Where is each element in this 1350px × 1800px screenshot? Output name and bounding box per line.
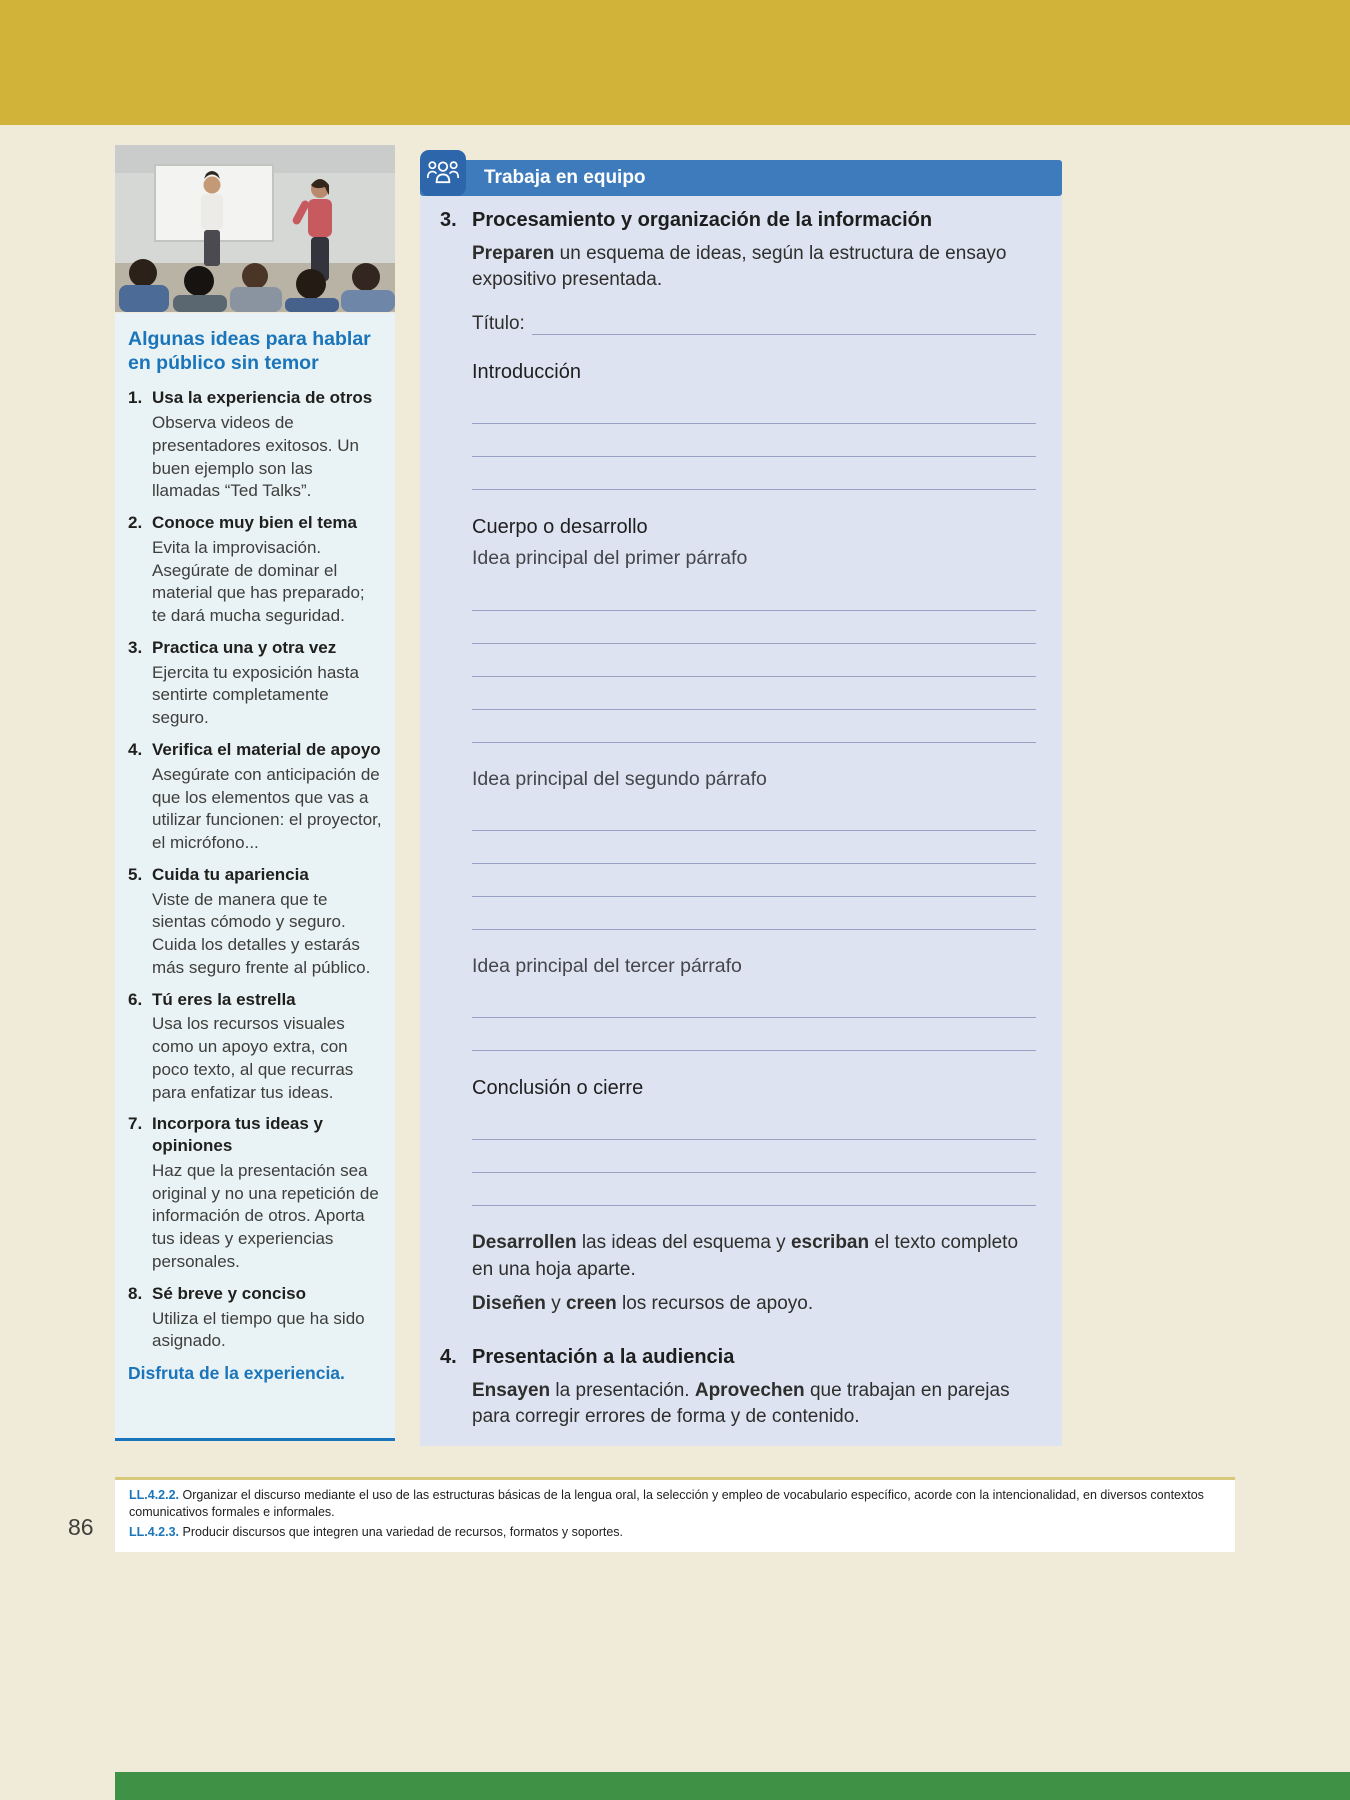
tip-title: Verifica el material de apoyo <box>152 740 381 760</box>
idea2-answer-lines <box>472 798 1036 930</box>
tip-body: Usa los recursos visuales como un apoyo extra, con poco texto, al que recurras para enfatizar tus ideas. <box>152 1014 354 1102</box>
section-4-heading <box>440 1345 1038 1370</box>
tip-body: Ejercita tu exposición hasta sentirte completamente seguro. <box>152 662 359 728</box>
tip-item-4 <box>128 739 382 855</box>
tip-body: Utiliza el tiempo que ha sido asignado. <box>152 1308 365 1351</box>
title-field <box>472 313 1036 335</box>
tip-number: 1. <box>128 388 143 408</box>
title-blank-line <box>532 316 1036 336</box>
sidebar-title: Algunas ideas para hablar en público sin temor <box>128 328 371 375</box>
tip-heading <box>128 1113 382 1157</box>
tip-body: Asegúrate con anticipación de que los elementos que vas a utilizar funcionen: el proyector, el micrófono... <box>152 764 382 853</box>
answer-line <box>472 578 1036 611</box>
classroom-photo-art <box>115 145 395 312</box>
conclusion-answer-lines <box>472 1107 1036 1206</box>
section-number: 4. <box>440 1346 457 1369</box>
answer-line <box>472 798 1036 831</box>
tip-item-5 <box>128 864 382 980</box>
team-people-icon <box>420 150 466 196</box>
tip-item-6 <box>128 989 382 1105</box>
tip-number: 6. <box>128 989 143 1009</box>
answer-line <box>472 831 1036 864</box>
panel-header <box>420 160 1062 196</box>
curriculum-item <box>129 1487 1223 1522</box>
idea1-label: Idea principal del primer párrafo <box>472 547 748 570</box>
tips-sidebar <box>115 313 395 1441</box>
answer-line <box>472 644 1036 677</box>
answer-line <box>472 1018 1036 1051</box>
tip-body: Haz que la presentación sea original y no una repetición de información de otros. Aporta tus ideas y experiencias personales. <box>152 1160 379 1272</box>
tip-number: 4. <box>128 740 143 760</box>
ensayen-instruction: Ensayen la presentación. Aprovechen que trabajan en parejas para corregir errores de forma y de contenido. <box>472 1380 1010 1428</box>
curriculum-text: Producir discursos que integren una variedad de recursos, formatos y soportes. <box>182 1524 624 1539</box>
tip-title: Practica una y otra vez <box>152 637 337 657</box>
tip-body: Evita la improvisación. Asegúrate de dominar el material que has preparado; te dará mucha seguridad. <box>152 537 365 626</box>
answer-line <box>472 1173 1036 1206</box>
tip-title: Tú eres la estrella <box>152 989 296 1009</box>
tip-title: Conoce muy bien el tema <box>152 513 357 533</box>
answer-line <box>472 897 1036 930</box>
answer-line <box>472 710 1036 743</box>
idea2-label: Idea principal del segundo párrafo <box>472 767 767 790</box>
cuerpo-label: Cuerpo o desarrollo <box>472 516 648 539</box>
section-title: Presentación a la audiencia <box>472 1346 735 1369</box>
idea3-answer-lines <box>472 985 1036 1051</box>
curriculum-code: LL.4.2.3. <box>129 1524 180 1539</box>
answer-line <box>472 864 1036 897</box>
tip-title: Incorpora tus ideas y opiniones <box>152 1114 323 1156</box>
sidebar-closing: Disfruta de la experiencia. <box>128 1363 345 1384</box>
answer-line <box>472 457 1036 490</box>
introduccion-label: Introducción <box>472 361 581 384</box>
classroom-photo <box>115 145 395 312</box>
tip-title: Usa la experiencia de otros <box>152 388 373 408</box>
tip-heading <box>128 739 382 761</box>
tip-number: 7. <box>128 1114 143 1134</box>
tip-item-8 <box>128 1283 382 1353</box>
curriculum-item <box>129 1524 1223 1541</box>
tip-number: 2. <box>128 513 143 533</box>
tip-number: 5. <box>128 864 143 884</box>
tip-item-7 <box>128 1113 382 1273</box>
tip-body: Observa videos de presentadores exitosos. Un buen ejemplo son las llamadas “Ted Talks”. <box>152 413 359 501</box>
tip-heading <box>128 387 382 409</box>
bottom-color-bar <box>115 1772 1350 1800</box>
answer-line <box>472 611 1036 644</box>
section-number: 3. <box>440 209 457 231</box>
tip-title: Cuida tu apariencia <box>152 864 309 884</box>
panel-body <box>420 196 1062 1446</box>
introduccion-answer-lines <box>472 391 1036 490</box>
tip-heading <box>128 512 382 534</box>
section-title: Procesamiento y organización de la información <box>472 209 933 231</box>
section-3-heading <box>440 208 1038 233</box>
idea1-answer-lines <box>472 578 1036 743</box>
answer-line <box>472 391 1036 424</box>
tip-number: 3. <box>128 637 143 657</box>
desarrollen-instruction: Desarrollen las ideas del esquema y escriban el texto completo en una hoja aparte. <box>472 1232 1019 1280</box>
title-label: Título: <box>472 313 525 335</box>
answer-line <box>472 1107 1036 1140</box>
tip-heading <box>128 989 382 1011</box>
curriculum-code: LL.4.2.2. <box>129 1488 180 1502</box>
section-3-intro: Preparen un esquema de ideas, según la estructura de ensayo expositivo presentada. <box>472 243 1007 291</box>
page-number: 86 <box>68 1514 94 1540</box>
answer-line <box>472 424 1036 457</box>
tip-title: Sé breve y conciso <box>152 1283 307 1303</box>
answer-line <box>472 1140 1036 1173</box>
tip-heading <box>128 1283 382 1305</box>
curriculum-text: Organizar el discurso mediante el uso de las estructuras básicas de la lengua oral, la selección y empleo de vocabulario específico, acorde con la intencionalidad, en diversos contextos comunicativos formales e informales. <box>129 1488 1204 1520</box>
tip-body: Viste de manera que te sientas cómodo y seguro. Cuida los detalles y estarás más seguro frente al público. <box>152 889 371 977</box>
top-color-band <box>0 0 1350 125</box>
idea3-label: Idea principal del tercer párrafo <box>472 955 742 978</box>
tip-heading <box>128 864 382 886</box>
tip-heading <box>128 637 382 659</box>
conclusion-label: Conclusión o cierre <box>472 1077 644 1100</box>
answer-line <box>472 677 1036 710</box>
curriculum-footer <box>115 1477 1235 1552</box>
tip-item-3 <box>128 637 382 730</box>
tip-number: 8. <box>128 1283 143 1303</box>
answer-line <box>472 985 1036 1018</box>
tip-item-1 <box>128 387 382 503</box>
team-work-panel <box>420 160 1062 1446</box>
disenen-instruction: Diseñen y creen los recursos de apoyo. <box>472 1292 814 1314</box>
tip-item-2 <box>128 512 382 628</box>
panel-title: Trabaja en equipo <box>484 167 646 188</box>
